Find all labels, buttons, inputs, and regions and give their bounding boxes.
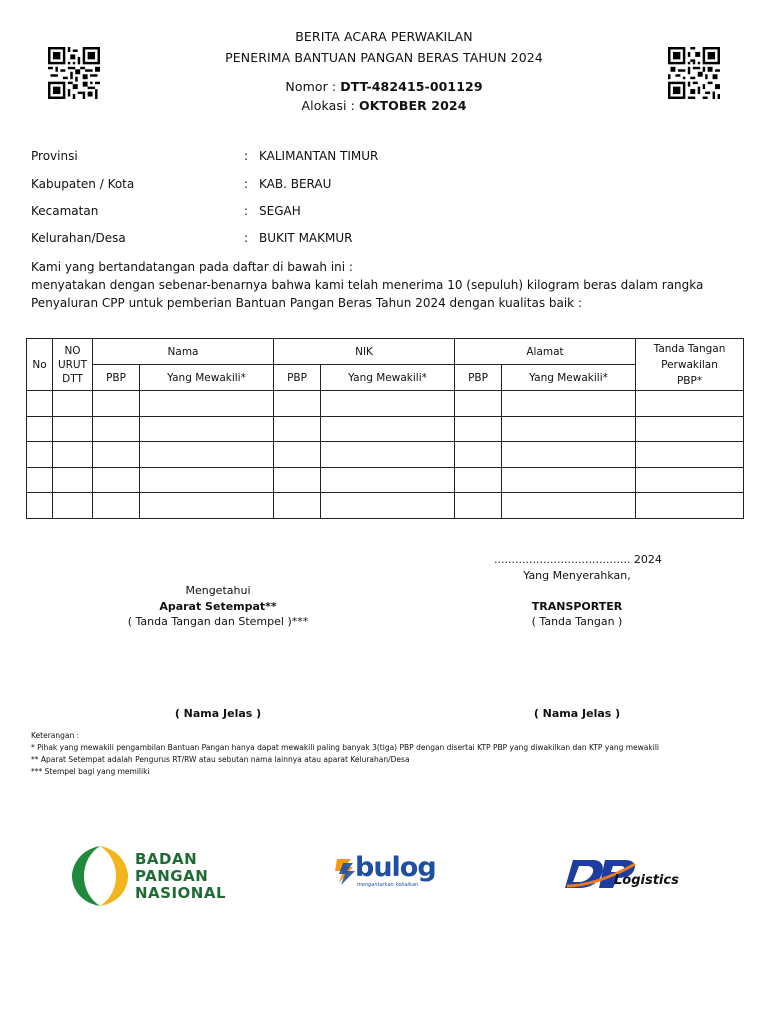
recipient-table — [26, 338, 744, 519]
alokasi-line — [0, 98, 768, 113]
header-tanda-tangan: Tanda Tangan Perwakilan PBP* — [636, 339, 744, 391]
subheader-yang-mewakili: Yang Mewakili* — [140, 365, 274, 391]
field-label-kecamatan: Kecamatan — [31, 204, 99, 218]
field-colon: : — [244, 204, 249, 218]
field-value-provinsi: KALIMANTAN TIMUR — [259, 149, 379, 163]
field-label-kelurahan: Kelurahan/Desa — [31, 231, 126, 245]
subheader-pbp: PBP — [274, 365, 321, 391]
bulog-logo-icon — [333, 857, 357, 885]
table-row — [27, 442, 744, 468]
nomor-label: Nomor : — [285, 79, 341, 94]
note-2: ** Aparat Setempat adalah Pengurus RT/RW atau sebutan nama lainnya atau aparat Kelurahan/Desa — [31, 755, 410, 764]
alokasi-label: Alokasi : — [301, 98, 359, 113]
field-value-kelurahan: BUKIT MAKMUR — [259, 231, 353, 245]
note-3: *** Stempel bagi yang memiliki — [31, 767, 150, 776]
bulog-wordmark: bulog — [355, 852, 436, 883]
bapanas-wordmark — [135, 851, 226, 902]
table-row — [27, 493, 744, 519]
dp-logistics-wordmark: Logistics — [614, 873, 679, 888]
header-no-urut: NO URUT DTT — [53, 339, 93, 391]
header-nama: Nama — [93, 339, 274, 365]
field-label-provinsi: Provinsi — [31, 149, 78, 163]
right-signature-intro: Yang Menyerahkan, — [523, 569, 631, 582]
signature-date-line: ....................................... 2024 — [494, 553, 662, 566]
header-no: No — [27, 339, 53, 391]
bulog-tagline: mengantarkan kebaikan — [357, 882, 419, 888]
table-row — [27, 391, 744, 417]
left-signature-name: ( Nama Jelas ) — [174, 707, 262, 720]
nomor-line — [0, 79, 768, 94]
field-value-kabupaten: KAB. BERAU — [259, 177, 332, 191]
document-title-line1: BERITA ACARA PERWAKILAN — [295, 29, 473, 44]
bapanas-line3: NASIONAL — [135, 884, 227, 902]
table-row — [27, 416, 744, 442]
left-signature-sub: ( Tanda Tangan dan Stempel )*** — [127, 615, 309, 628]
document-title-line2: PENERIMA BANTUAN PANGAN BERAS TAHUN 2024 — [225, 50, 543, 65]
right-signature-name: ( Nama Jelas ) — [533, 707, 621, 720]
bapanas-line1: BADAN — [135, 850, 198, 868]
right-signature-title: TRANSPORTER — [531, 600, 623, 613]
left-signature-title: Aparat Setempat** — [159, 600, 277, 613]
field-label-kabupaten: Kabupaten / Kota — [31, 177, 135, 191]
left-signature-intro: Mengetahui — [185, 584, 251, 597]
nomor-value: DTT-482415-001129 — [340, 79, 483, 94]
table-row — [27, 467, 744, 493]
alokasi-value: OKTOBER 2024 — [359, 98, 467, 113]
right-signature-sub: ( Tanda Tangan ) — [531, 615, 623, 628]
field-colon: : — [244, 231, 249, 245]
subheader-pbp: PBP — [455, 365, 502, 391]
statement-body: menyatakan dengan sebenar-benarnya bahwa kami telah menerima 10 (sepuluh) kilogram beras dalam rangka Penyaluran CPP untuk pemberian Bantuan Pangan Beras Tahun 2024 dengan kualitas baik : — [31, 278, 704, 310]
subheader-yang-mewakili: Yang Mewakili* — [321, 365, 455, 391]
note-1: * Pihak yang mewakili pengambilan Bantuan Pangan hanya dapat mewakili paling banyak 3(tiga) PBP dengan disertai KTP PBP yang diwakilkan dan KTP yang mewakili — [31, 743, 659, 752]
field-colon: : — [244, 149, 249, 163]
bapanas-logo-icon — [70, 844, 130, 908]
statement-intro: Kami yang bertandatangan pada daftar di bawah ini : — [31, 260, 353, 274]
subheader-pbp: PBP — [93, 365, 140, 391]
subheader-yang-mewakili: Yang Mewakili* — [502, 365, 636, 391]
field-value-kecamatan: SEGAH — [259, 204, 301, 218]
header-nik: NIK — [274, 339, 455, 365]
bapanas-line2: PANGAN — [135, 867, 209, 885]
field-colon: : — [244, 177, 249, 191]
notes-heading: Keterangan : — [31, 731, 80, 740]
header-alamat: Alamat — [455, 339, 636, 365]
